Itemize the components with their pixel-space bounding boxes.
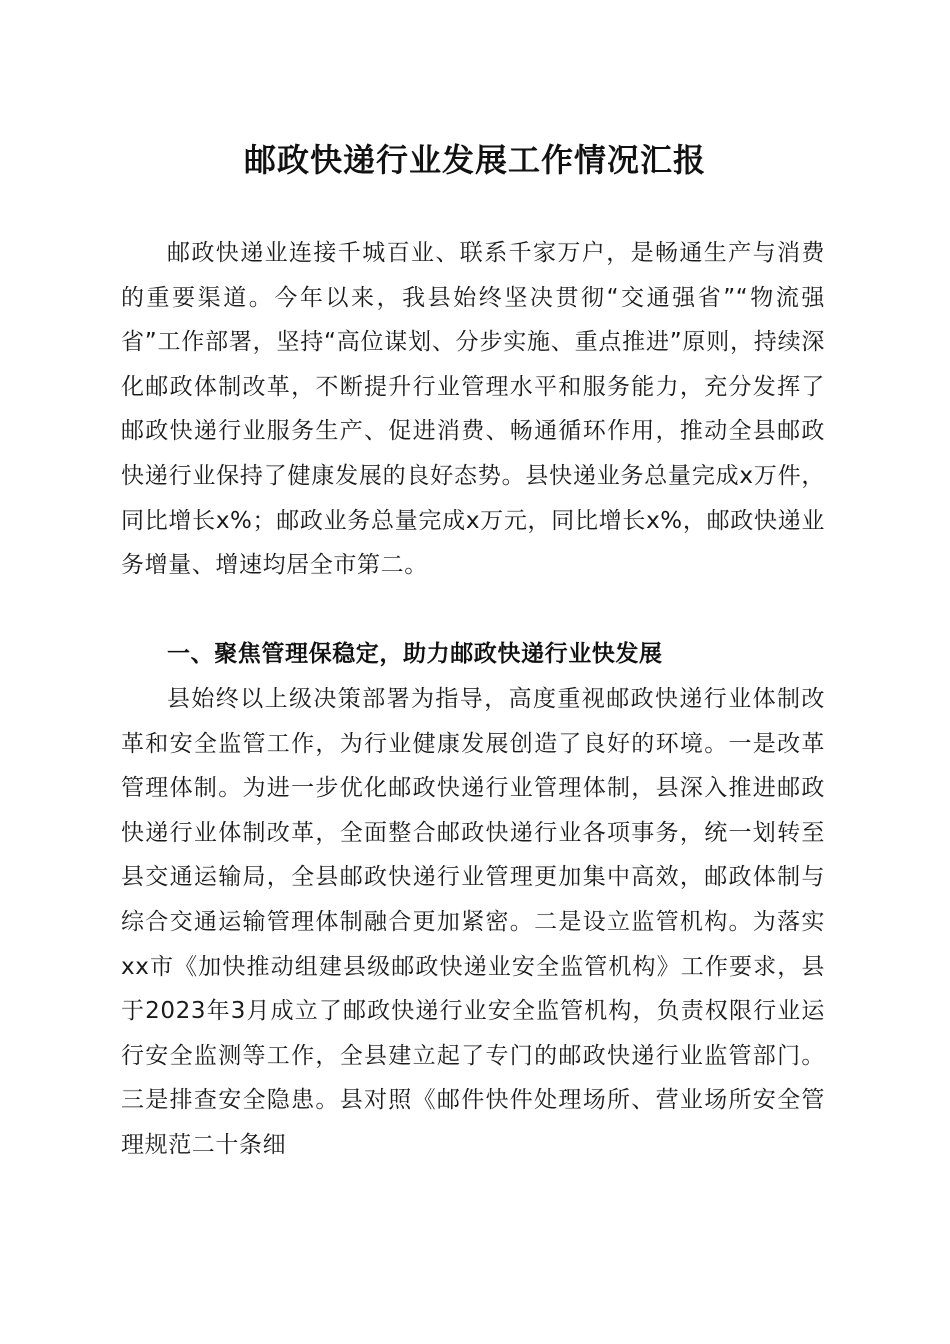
intro-paragraph: 邮政快递业连接千城百业、联系千家万户，是畅通生产与消费的重要渠道。今年以来，我县始终坚决贯彻“交通强省”“物流强省”工作部署，坚持“高位谋划、分步实施、重点推进”原则，持续深化邮政体制改革，不断提升行业管理水平和服务能力，充分发挥了邮政快递行业服务生产、促进消费、畅通循环作用，推动全县邮政快递行业保持了健康发展的良好态势。县快递业务总量完成x万件，同比增长x%；邮政业务总量完成x万元，同比增长x%，邮政快递业务增量、增速均居全市第二。 [121, 240, 825, 579]
document-title: 邮政快递行业发展工作情况汇报 [243, 141, 706, 179]
section-heading-1: 一、聚焦管理保稳定，助力邮政快递行业快发展 [167, 641, 663, 667]
section-1-paragraph: 县始终以上级决策部署为指导，高度重视邮政快递行业体制改革和安全监管工作，为行业健康发展创造了良好的环境。一是改革管理体制。为进一步优化邮政快递行业管理体制，县深入推进邮政快递行业体制改革，全面整合邮政快递行业各项事务，统一划转至县交通运输局，全县邮政快递行业管理更加集中高效，邮政体制与综合交通运输管理体制融合更加紧密。二是设立监管机构。为落实xx市《加快推动组建县级邮政快递业安全监管机构》工作要求，县于2023年3月成立了邮政快递行业安全监管机构，负责权限行业运行安全监测等工作，全县建立起了专门的邮政快递行业监管部门。三是排查安全隐患。县对照《邮件快件处理场所、营业场所安全管理规范二十条细 [121, 686, 825, 1158]
